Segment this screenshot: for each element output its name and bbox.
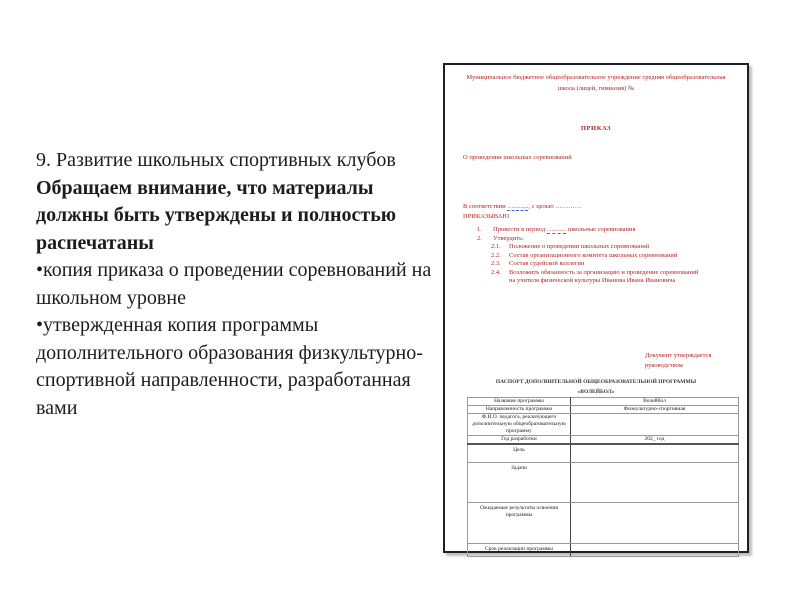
table-row <box>468 414 739 436</box>
table-row <box>468 435 739 444</box>
order-document-image <box>443 63 749 553</box>
slide-heading: 9. Развитие школьных спортивных клубов <box>36 149 396 171</box>
table-row <box>468 462 739 502</box>
doc-order-list <box>477 226 705 286</box>
item-text: Состав организационного комитета школьных соревнований <box>509 251 678 259</box>
passport-title: ПАСПОРТ ДОПОЛНИТЕЛЬНОЙ ОБЩЕОБРАЗОВАТЕЛЬНОЙ ПРОГРАММЫ <box>495 379 697 385</box>
bullet-item <box>36 257 448 312</box>
bullet-text: копия приказа о проведении соревнований на школьном уровне <box>36 259 432 309</box>
item-number: 2. <box>477 234 482 242</box>
row-value: 202_ год <box>570 435 738 444</box>
item-number: 2.3. <box>491 260 501 267</box>
passport-table <box>467 397 739 557</box>
row-label: Срок реализации программы <box>468 543 571 556</box>
item-text: Провести в период …........ школьные соревнования <box>493 226 636 233</box>
row-label: Год разработки <box>468 435 571 444</box>
row-value <box>570 462 738 502</box>
slide-emphasis: Обращаем внимание, что материалы должны быть утверждены и полностью распечатаны <box>36 176 397 254</box>
item-text: Утвердить: <box>493 234 524 242</box>
table-row <box>468 406 739 414</box>
order-subitem <box>491 269 705 286</box>
item-number: 2.1. <box>491 243 501 250</box>
bullet-marker: • <box>36 259 44 281</box>
item-number: 2.4. <box>491 268 501 276</box>
intro-text: , с целью ………… <box>528 203 582 210</box>
row-label: Задачи <box>468 462 571 502</box>
fill-in-blank: …........ <box>546 226 567 233</box>
slide-text-block <box>36 147 448 422</box>
row-label: Направленность программы <box>468 406 571 414</box>
order-subitem <box>491 252 705 261</box>
row-value <box>570 502 738 543</box>
row-label: Название программы <box>468 398 571 406</box>
doc-approval-note: Документ утверждается руководством <box>645 352 712 370</box>
doc-intro-line <box>463 203 728 210</box>
row-value <box>570 414 738 436</box>
order-subitem <box>491 243 705 252</box>
order-item <box>477 226 705 235</box>
doc-title: ПРИКАЗ <box>580 125 612 132</box>
item-number: 2.2. <box>491 251 501 259</box>
item-text: Состав судейской коллегии <box>509 260 585 267</box>
row-label: Ф.И.О. педагога, реализующего дополнительную общеобразовательную программу <box>468 414 571 436</box>
row-value <box>570 543 738 556</box>
doc-org-header: Муниципальное бюджетное общеобразовательное учреждение средняя общеобразовательная школа (лицей, гимназия) № <box>466 74 726 92</box>
table-row <box>468 502 739 543</box>
row-label: Ожидаемые результаты освоения программы <box>468 502 571 543</box>
doc-decree-word: ПРИКАЗЫВАЮ <box>463 213 510 220</box>
table-row <box>468 398 739 406</box>
item-text: Положение о проведении школьных соревнований <box>509 243 650 250</box>
table-row <box>468 543 739 556</box>
order-subitem <box>491 260 705 269</box>
intro-text: В соответствии <box>463 203 508 210</box>
row-label: Цель <box>468 444 571 462</box>
order-item <box>477 235 705 244</box>
bullet-item <box>36 312 448 422</box>
passport-subtitle: «ВОЛЕЙБОЛ» <box>577 389 615 395</box>
item-number: 1. <box>477 226 482 233</box>
row-value <box>570 444 738 462</box>
row-value: Волейбол <box>570 398 738 406</box>
doc-subject: О проведении школьных соревнований <box>463 154 572 161</box>
fill-in-blank: …......... <box>507 203 529 210</box>
item-text: Возложить обязанность за организацию и проведение соревнований на учителя физической культуры Иванова Ивана Ивановича <box>509 268 699 284</box>
bullet-text: утвержденная копия программы дополнительного образования физкультурно-спортивной направленности, разработанная вами <box>36 314 423 419</box>
bullet-marker: • <box>36 314 44 336</box>
row-value: Физкультурно-спортивная <box>570 406 738 414</box>
table-row <box>468 444 739 462</box>
